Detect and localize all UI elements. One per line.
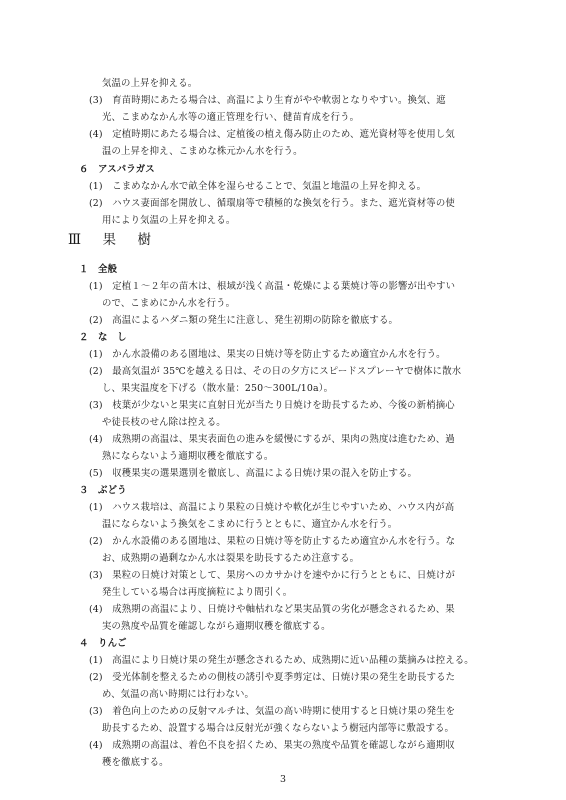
text-line: (4) 成熟期の高温により、日焼けや軸枯れなど果実品質の劣化が懸念されるため、果 bbox=[89, 604, 455, 615]
text-line: ので、こまめにかん水を行う。 bbox=[102, 298, 236, 309]
text-line: 用により気温の上昇を抑える。 bbox=[102, 215, 236, 226]
page-number: 3 bbox=[280, 774, 286, 785]
text-line: (1) こまめなかん水で畝全体を湿らせることで、気温と地温の上昇を抑える。 bbox=[89, 181, 427, 192]
text-line: 温にならないよう換気をこまめに行うとともに、適宜かん水を行う。 bbox=[102, 519, 398, 530]
section-heading: ２ な し bbox=[79, 332, 127, 343]
text-line: (2) かん水設備のある園地は、果粒の日焼け等を防止するため適宜かん水を行う。な bbox=[89, 536, 456, 547]
text-line: (2) ハウス妻面部を開放し、循環扇等で積極的な換気を行う。また、遮光資材等の使 bbox=[89, 198, 455, 209]
text-line: 発生している場合は再度摘粒により間引く。 bbox=[102, 587, 293, 598]
text-line: (4) 成熟期の高温は、果実表面色の進みを緩慢にするが、果肉の熟度は進むため、過 bbox=[89, 434, 455, 445]
text-line: (1) 高温により日焼け果の発生が懸念されるため、成熟期に近い品種の葉摘みは控える。 bbox=[89, 655, 474, 666]
section-heading: １ 全般 bbox=[79, 264, 118, 275]
text-line: (1) ハウス栽培は、高温により果粒の日焼けや軟化が生じやすいため、ハウス内が高 bbox=[89, 502, 455, 513]
text-line: (3) 果粒の日焼け対策として、果房へのカサかけを速やかに行うとともに、日焼けが bbox=[89, 570, 455, 581]
text-line: (2) 最高気温が 35℃を越える日は、その日の夕方にスピードスプレーヤで樹体に散水 bbox=[89, 366, 462, 377]
text-line: (3) 枝葉が少ないと果実に直射日光が当たり日焼けを助長するため、今後の新梢摘心 bbox=[89, 400, 455, 411]
section-heading: ６ アスパラガス bbox=[79, 164, 155, 175]
text-line: 気温の上昇を抑える。 bbox=[102, 78, 198, 89]
text-line: (2) 高温によるハダニ類の発生に注意し、発生初期の防除を徹底する。 bbox=[89, 315, 399, 326]
text-line: お、成熟期の過剰なかん水は裂果を助長するため注意する。 bbox=[102, 553, 360, 564]
chapter-heading: Ⅲ 果 樹 bbox=[68, 232, 156, 248]
text-line: め、気温の高い時期には行わない。 bbox=[102, 689, 255, 700]
text-line: (4) 定植時期にあたる場合は、定植後の植え傷み防止のため、遮光資材等を使用し気 bbox=[89, 129, 455, 140]
text-line: (1) 定植１～２年の苗木は、根域が浅く高温・乾燥による葉焼け等の影響が出やすい bbox=[89, 281, 456, 292]
text-line: 穫を徹底する。 bbox=[102, 757, 169, 768]
section-heading: ４ りんご bbox=[79, 638, 127, 649]
text-line: し、果実温度を下げる（散水量：250～300L/10a）。 bbox=[102, 383, 334, 394]
text-line: (3) 着色向上のための反射マルチは、気温の高い時期に使用すると日焼け果の発生を bbox=[89, 706, 456, 717]
text-line: 熟にならないよう適期収穫を徹底する。 bbox=[102, 451, 274, 462]
text-line: (2) 受光体制を整えるための側枝の誘引や夏季剪定は、日焼け果の発生を助長するた bbox=[89, 672, 456, 683]
text-line: (1) かん水設備のある園地は、果実の日焼け等を防止するため適宜かん水を行う。 bbox=[89, 349, 446, 360]
text-line: (3) 育苗時期にあたる場合は、高温により生育がやや軟弱となりやすい。換気、遮 bbox=[89, 95, 446, 106]
text-line: 光、こまめなかん水等の適正管理を行い、健苗育成を行う。 bbox=[102, 112, 360, 123]
text-line: 助長するため、設置する場合は反射光が強くならないよう樹冠内部等に敷設する。 bbox=[102, 723, 455, 734]
text-line: や徒長枝のせん除は控える。 bbox=[102, 417, 226, 428]
text-line: (5) 収穫果実の選果選別を徹底し、高温による日焼け果の混入を防止する。 bbox=[89, 468, 418, 479]
text-line: (4) 成熟期の高温は、着色不良を招くため、果実の熟度や品質を確認しながら適期収 bbox=[89, 740, 455, 751]
text-line: 実の熟度や品質を確認しながら適期収穫を徹底する。 bbox=[102, 621, 331, 632]
text-line: 温の上昇を抑え、こまめな株元かん水を行う。 bbox=[102, 146, 303, 157]
section-heading: ３ ぶどう bbox=[79, 485, 127, 496]
